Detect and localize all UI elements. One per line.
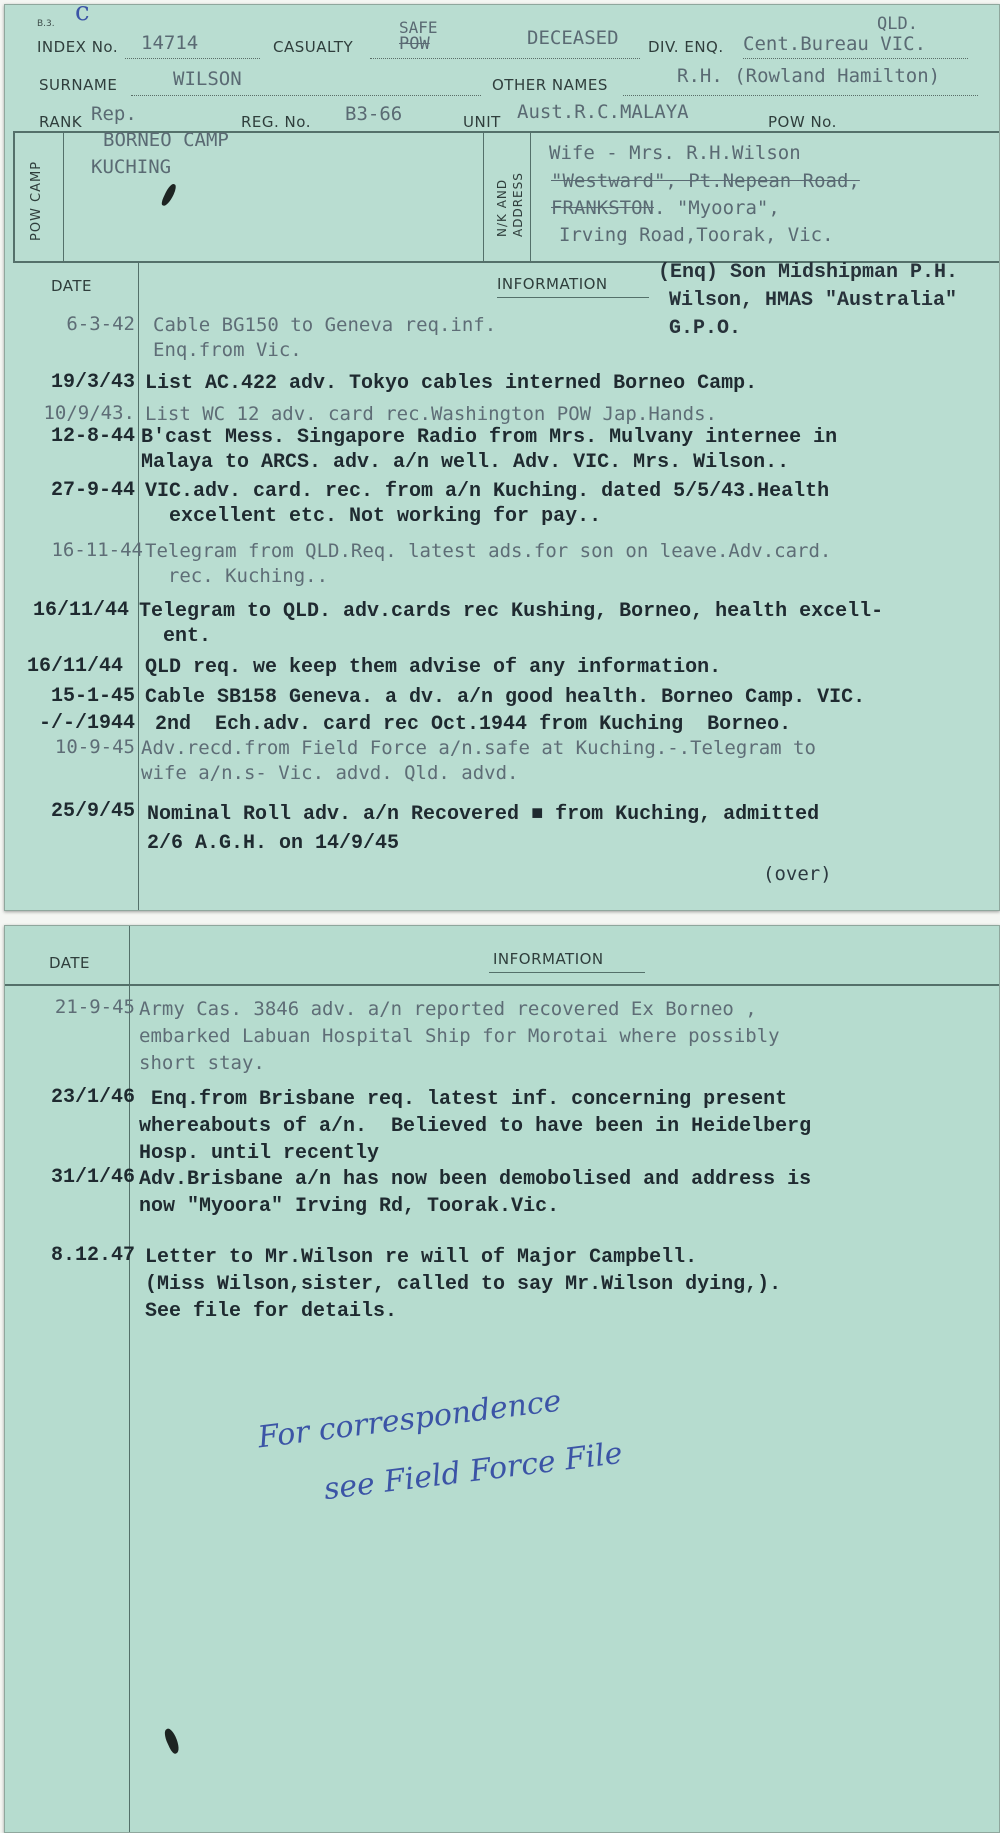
- entry-line: whereabouts of a/n. Believed to have been in Heidelberg: [139, 1115, 812, 1138]
- index-card-front: [4, 4, 1000, 911]
- enq-line1: (Enq) Son Midshipman P.H.: [658, 261, 959, 284]
- entry-date: 6-3-42: [66, 313, 135, 335]
- div-qld: QLD.: [877, 14, 918, 34]
- casualty-pow-struck: POW: [399, 34, 430, 54]
- entry-line: List WC 12 adv. card rec.Washington POW Jap.Hands.: [145, 403, 717, 425]
- unit-value: Aust.R.C.MALAYA: [517, 101, 689, 123]
- entry-line: short stay.: [139, 1052, 265, 1074]
- nk-line2-struck: "Westward", Pt.Nepean Road,: [551, 170, 860, 192]
- entry-date: 31/1/46: [50, 1166, 135, 1189]
- entry-line: Malaya to ARCS. adv. a/n well. Adv. VIC. Mrs. Wilson..: [141, 451, 790, 474]
- entry-line: Enq.from Vic.: [153, 339, 302, 361]
- entry-date: 12-8-44: [50, 425, 135, 448]
- index-line: [125, 58, 260, 59]
- entry-date: 21-9-45: [54, 996, 135, 1018]
- div-label: DIV. ENQ.: [648, 38, 724, 56]
- rule-nk: [530, 131, 531, 261]
- corner-pen-mark: c: [75, 4, 90, 27]
- index-value: 14714: [141, 32, 199, 54]
- enq-line2: Wilson, HMAS "Australia": [669, 289, 958, 312]
- entry-line: wife a/n.s- Vic. advd. Qld. advd.: [141, 762, 519, 784]
- info-header-underline: [497, 297, 649, 298]
- casualty-label: CASUALTY: [273, 38, 354, 56]
- entry-line: Cable BG150 to Geneva req.inf.: [153, 314, 497, 336]
- casualty-line: [370, 58, 640, 59]
- over-note: (over): [763, 863, 832, 885]
- entry-line: excellent etc. Not working for pay..: [145, 505, 602, 528]
- nk-label-1: N/K AND: [495, 178, 509, 237]
- info-header: INFORMATION: [497, 275, 608, 293]
- entry-line: Cable SB158 Geneva. a dv. a/n good health. Borneo Camp. VIC.: [145, 686, 866, 709]
- back-info-header-underline: [489, 972, 645, 973]
- surname-label: SURNAME: [39, 76, 118, 94]
- surname-line: [131, 95, 481, 96]
- entry-line: 2nd Ech.adv. card rec Oct.1944 from Kuching Borneo.: [155, 713, 792, 736]
- back-rule-top: [5, 984, 999, 986]
- nk-line3-struck: FRANKSTON: [551, 197, 654, 219]
- entry-line: embarked Labuan Hospital Ship for Morotai where possibly: [139, 1025, 780, 1047]
- back-info-header: INFORMATION: [493, 950, 604, 968]
- entry-line: List AC.422 adv. Tokyo cables interned Borneo Camp.: [145, 372, 758, 395]
- casualty-safe: SAFE: [399, 18, 438, 37]
- entry-line: rec. Kuching..: [145, 565, 329, 587]
- entry-line: Letter to Mr.Wilson re will of Major Campbell.: [145, 1246, 698, 1269]
- nk-label-2: ADDRESS: [511, 172, 525, 237]
- entry-line: VIC.adv. card. rec. from a/n Kuching. dated 5/5/43.Health: [145, 480, 830, 503]
- surname-value: WILSON: [173, 68, 242, 90]
- reg-label: REG. No.: [241, 113, 311, 131]
- entry-line: Nominal Roll adv. a/n Recovered ■ from Kuching, admitted: [147, 803, 820, 826]
- nk-line4: Irving Road,Toorak, Vic.: [559, 224, 834, 246]
- handwritten-note-line2: see Field Force File: [321, 1435, 625, 1508]
- entry-date: 10-9-45: [54, 736, 135, 758]
- entry-date: 27-9-44: [50, 479, 135, 502]
- date-header: DATE: [51, 277, 93, 295]
- index-card-back: [4, 925, 1000, 1833]
- div-value: Cent.Bureau VIC.: [743, 33, 927, 55]
- entry-line: Telegram to QLD. adv.cards rec Kushing, Borneo, health excell-: [139, 600, 884, 623]
- other-names-line: [623, 95, 978, 96]
- entry-line: Adv.recd.from Field Force a/n.safe at Kuching.-.Telegram to: [141, 737, 816, 759]
- entry-line: Telegram from QLD.Req. latest ads.for son on leave.Adv.card.: [145, 540, 832, 562]
- other-names-label: OTHER NAMES: [492, 76, 608, 94]
- entry-date: 16-11-44: [51, 539, 143, 561]
- entry-date: 25/9/45: [50, 800, 135, 823]
- entry-date: 15-1-45: [50, 685, 135, 708]
- pow-no-label: POW No.: [768, 113, 837, 131]
- entry-line: 2/6 A.G.H. on 14/9/45: [147, 832, 400, 855]
- entry-line: See file for details.: [145, 1300, 398, 1323]
- rank-label: RANK: [39, 113, 83, 131]
- entry-date: 16/11/44: [26, 655, 123, 678]
- rule-left: [13, 131, 15, 261]
- entry-date: 19/3/43: [50, 371, 135, 394]
- entry-line: ent.: [139, 625, 212, 648]
- reg-value: B3-66: [345, 103, 403, 125]
- handwritten-note-line1: For correspondence: [256, 1383, 564, 1456]
- entry-date: 16/11/44: [32, 599, 129, 622]
- back-rule-date-column: [129, 926, 130, 1832]
- rank-value: Rep.: [91, 103, 137, 125]
- casualty-deceased-stamp: DECEASED: [527, 27, 619, 49]
- entry-date: -/-/1944: [38, 712, 135, 735]
- pow-camp-line1: BORNEO CAMP: [103, 129, 229, 151]
- back-date-header: DATE: [49, 954, 91, 972]
- ink-blot-back: [162, 1727, 182, 1755]
- rule-mid: [483, 131, 484, 261]
- index-label: INDEX No.: [37, 38, 119, 56]
- entry-date: 10/9/43.: [43, 402, 135, 424]
- enq-line3: G.P.O.: [669, 317, 742, 340]
- entry-line: Enq.from Brisbane req. latest inf. concerning present: [139, 1088, 788, 1111]
- ink-blot-front: [160, 182, 177, 207]
- nk-line1: Wife - Mrs. R.H.Wilson: [549, 142, 801, 164]
- rule-pow-camp: [63, 131, 64, 261]
- entry-line: QLD req. we keep them advise of any information.: [145, 656, 722, 679]
- pow-camp-label: POW CAMP: [29, 160, 44, 241]
- nk-line3: [551, 197, 780, 219]
- other-names-value: R.H. (Rowland Hamilton): [677, 65, 941, 87]
- pow-camp-line2: KUCHING: [91, 156, 172, 178]
- entry-date: 8.12.47: [50, 1244, 135, 1267]
- entry-line: Hosp. until recently: [139, 1142, 380, 1165]
- div-line: [743, 58, 968, 59]
- rule-date-column: [138, 263, 139, 910]
- entry-line: Army Cas. 3846 adv. a/n reported recovered Ex Borneo ,: [139, 998, 757, 1020]
- entry-line: Adv.Brisbane a/n has now been demobolised and address is: [139, 1168, 812, 1191]
- corner-code: B.3.: [37, 19, 55, 29]
- entry-line: B'cast Mess. Singapore Radio from Mrs. Mulvany internee in: [141, 426, 838, 449]
- entry-line: now "Myoora" Irving Rd, Toorak.Vic.: [139, 1195, 560, 1218]
- nk-line3-rest: . "Myoora",: [653, 197, 780, 219]
- entry-date: 23/1/46: [50, 1086, 135, 1109]
- entry-line: (Miss Wilson,sister, called to say Mr.Wilson dying,).: [145, 1273, 782, 1296]
- unit-label: UNIT: [463, 113, 501, 131]
